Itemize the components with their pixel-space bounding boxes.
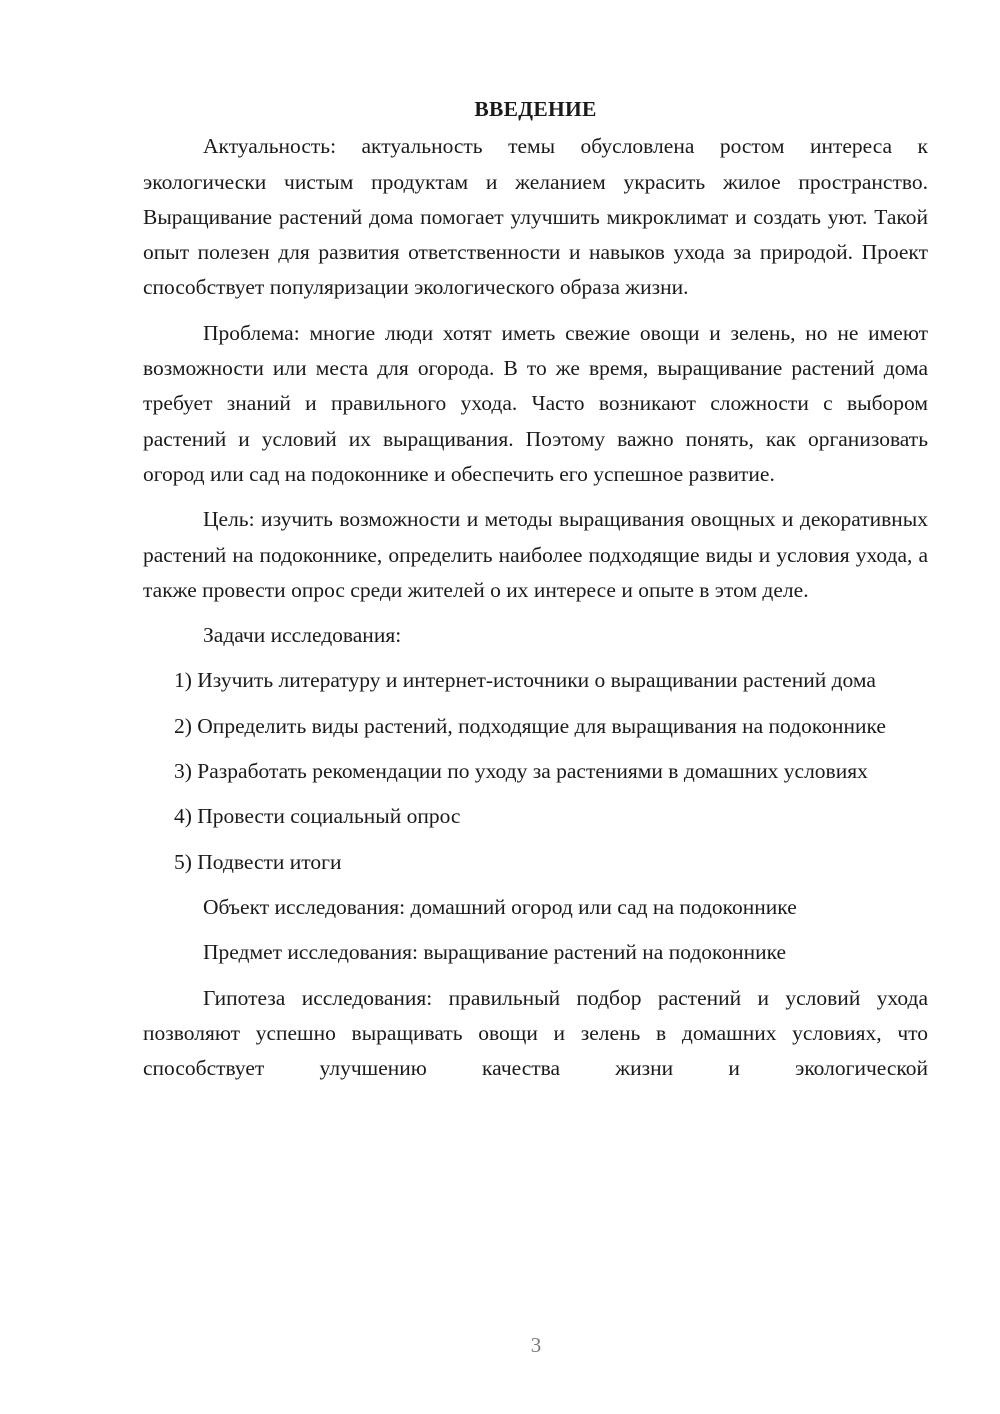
task-item: 3) Разработать рекомендации по уходу за растениями в домашних условиях [174,759,868,784]
document-page [143,92,928,1086]
task-item: 1) Изучить литературу и интернет-источники о выращивании растений дома [174,668,876,693]
task-item: 2) Определить виды растений, подходящие для выращивания на подоконнике [174,713,886,738]
problem-paragraph: Проблема: многие люди хотят иметь свежие овощи и зелень, но не имеют возможности или места для огорода. В то же время, выращивание растений дома требует знаний и правильного ухода. Часто возникают сложности с выбором растений и условий их выращивания. Поэтому важно понять, как организовать огород или сад на подоконнике и обеспечить его успешное развитие. [143,320,928,486]
task-item: 5) Подвести итоги [174,849,342,874]
task-item: 4) Провести социальный опрос [174,804,461,829]
research-object: Объект исследования: домашний огород или сад на подоконнике [203,894,797,919]
relevance-paragraph: Актуальность: актуальность темы обусловлена ростом интереса к экологически чистым продуктам и желанием украсить жилое пространство. Выращивание растений дома помогает улучшить микроклимат и создать уют. Такой опыт полезен для развития ответственности и навыков ухода за природой. Проект способствует популяризации экологического образа жизни. [143,134,928,300]
page-title: ВВЕДЕНИЕ [474,97,597,121]
tasks-heading: Задачи исследования: [203,623,402,648]
hypothesis-paragraph: Гипотеза исследования: правильный подбор растений и условий ухода позволяют успешно выращивать овощи и зелень в домашних условиях, что способствует улучшению качества жизни и экологической [143,985,928,1081]
research-subject: Предмет исследования: выращивание растений на подоконнике [203,940,787,965]
goal-paragraph: Цель: изучить возможности и методы выращивания овощных и декоративных растений на подоконнике, определить наиболее подходящие виды и условия ухода, а также провести опрос среди жителей о их интересе и опыте в этом деле. [143,507,928,602]
page-number: 3 [530,1333,542,1357]
